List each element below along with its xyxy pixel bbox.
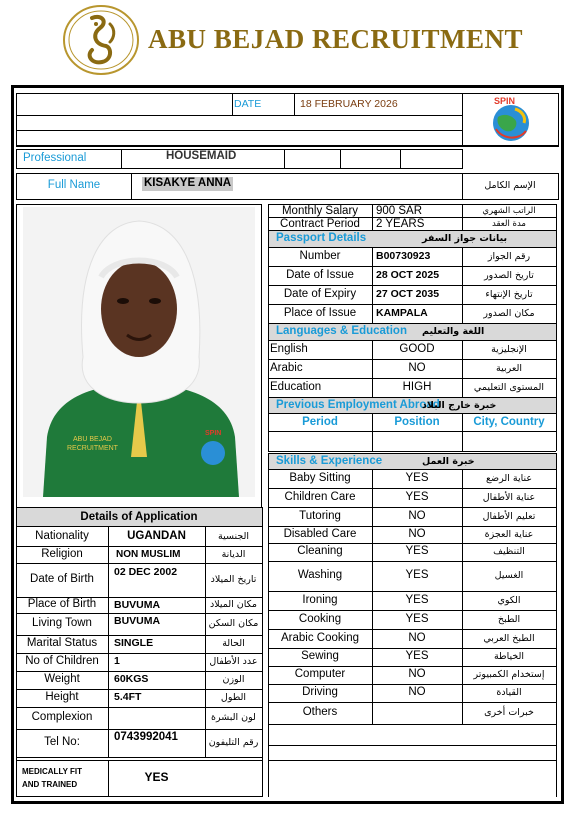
- medical-value: YES: [144, 770, 169, 784]
- application-label: Living Town: [32, 617, 92, 629]
- language-row-label: English: [270, 343, 308, 355]
- application-label: Place of Birth: [27, 598, 97, 610]
- skill-label: Cleaning: [297, 545, 343, 557]
- skill-value: YES: [405, 491, 429, 503]
- grid-line: [268, 745, 556, 746]
- grid-line: [268, 760, 556, 761]
- language-row-value: NO: [408, 362, 426, 374]
- employment-col-period: Period: [302, 416, 338, 428]
- fullname-label: Full Name: [47, 179, 101, 191]
- passport-row-ar: تاريخ الصدور: [484, 270, 534, 281]
- grid-line: [268, 323, 556, 324]
- employment-title-ar: خبرة خارج البلاد: [422, 400, 497, 411]
- skill-label: Baby Sitting: [289, 472, 351, 484]
- application-label: Religion: [41, 548, 83, 560]
- grid-line: [268, 397, 556, 398]
- application-ar: مكان السكن: [208, 618, 259, 629]
- application-value: 1: [114, 655, 120, 667]
- skill-ar: عناية العجزة: [484, 529, 534, 540]
- passport-row-value: KAMPALA: [376, 307, 428, 319]
- language-row-ar: الإنجليزية: [491, 344, 527, 355]
- grid-line: [268, 648, 556, 649]
- language-row-ar: العربية: [496, 363, 522, 374]
- grid-line: [16, 796, 262, 797]
- passport-row-ar: رقم الجواز: [487, 251, 531, 262]
- grid-line: [16, 168, 462, 169]
- skill-ar: تعليم الأطفال: [482, 511, 536, 522]
- skill-value: NO: [408, 528, 426, 540]
- passport-row-ar: تاريخ الإنتهاء: [485, 289, 533, 300]
- grid-line: [556, 397, 557, 413]
- application-label: Date of Birth: [30, 573, 94, 585]
- skill-value: YES: [405, 569, 429, 581]
- application-value: BUVUMA: [114, 599, 161, 611]
- language-row-ar: المستوى التعليمي: [473, 382, 545, 393]
- application-ar: تاريخ الميلاد: [210, 574, 257, 585]
- fullname-ar: الإسم الكامل: [484, 180, 536, 191]
- application-label: Weight: [44, 673, 80, 685]
- grid-line: [372, 204, 373, 230]
- shirt-text-1: ABU BEJAD: [73, 436, 112, 443]
- grid-line: [262, 757, 263, 797]
- date-label: DATE: [234, 98, 262, 110]
- grid-line: [340, 149, 341, 169]
- grid-line: [205, 527, 206, 757]
- grid-line: [268, 323, 269, 340]
- languages-title: Languages & Education: [276, 325, 407, 337]
- grid-line: [268, 359, 556, 360]
- grid-line: [16, 199, 559, 200]
- skill-ar: عناية الأطفال: [482, 492, 536, 503]
- grid-line: [16, 115, 462, 116]
- shirt-text-2: RECRUITMENT: [67, 445, 118, 452]
- shirt-text-3: SPIN: [205, 430, 222, 437]
- professional-value: HOUSEMAID: [166, 150, 237, 162]
- passport-row-value: 28 OCT 2025: [376, 269, 440, 281]
- grid-line: [268, 451, 556, 452]
- grid-line: [294, 93, 295, 116]
- grid-line: [268, 266, 556, 267]
- salary-label: Monthly Salary: [281, 205, 359, 217]
- grid-line: [556, 323, 557, 340]
- skill-label: Others: [302, 706, 338, 718]
- grid-line: [262, 507, 263, 757]
- skill-label: Tutoring: [299, 510, 341, 522]
- grid-line: [16, 204, 262, 205]
- skill-label: Disabled Care: [283, 528, 357, 540]
- grid-line: [556, 413, 557, 451]
- fullname-value: KISAKYE ANNA: [144, 177, 232, 189]
- grid-line: [284, 149, 285, 169]
- grid-line: [268, 285, 556, 286]
- grid-line: [268, 453, 556, 454]
- grid-line: [16, 507, 17, 757]
- grid-line: [372, 247, 373, 323]
- application-label: Tel No:: [44, 736, 80, 748]
- grid-line: [268, 340, 269, 397]
- grid-line: [268, 684, 556, 685]
- professional-label: Professional: [23, 152, 87, 164]
- application-value: UGANDAN: [127, 530, 186, 542]
- grid-line: [268, 610, 556, 611]
- grid-line: [462, 340, 463, 397]
- grid-line: [462, 247, 463, 323]
- svg-text:SPIN: SPIN: [494, 96, 516, 106]
- medical-line2: AND TRAINED: [22, 780, 78, 789]
- grid-line: [462, 204, 463, 230]
- salary-value: 2 YEARS: [376, 218, 425, 230]
- grid-line: [16, 149, 17, 169]
- grid-line: [16, 653, 262, 654]
- application-value: 02 DEC 2002: [114, 566, 178, 578]
- grid-line: [268, 304, 556, 305]
- skills-title: Skills & Experience: [276, 455, 383, 467]
- grid-line: [268, 230, 556, 231]
- skill-value: YES: [405, 613, 429, 625]
- grid-line: [108, 527, 109, 757]
- language-row-label: Education: [270, 381, 322, 393]
- grid-line: [400, 149, 401, 169]
- grid-line: [232, 93, 233, 116]
- grid-line: [268, 204, 269, 230]
- grid-line: [16, 635, 262, 636]
- grid-line: [268, 561, 556, 562]
- employment-col-city: City, Country: [473, 416, 545, 428]
- grid-line: [268, 378, 556, 379]
- company-title: ABU BEJAD RECRUITMENT: [148, 24, 524, 54]
- grid-line: [16, 204, 17, 507]
- passport-row-value: B00730923: [376, 250, 431, 262]
- grid-line: [16, 546, 262, 547]
- skill-value: YES: [405, 545, 429, 557]
- salary-ar: مدة العقد: [492, 219, 526, 229]
- skill-label: Driving: [302, 686, 338, 698]
- language-row-label: Arabic: [270, 362, 303, 374]
- grid-line: [16, 707, 262, 708]
- application-value: NON MUSLIM: [116, 549, 181, 560]
- skill-label: Computer: [294, 668, 346, 680]
- passport-row-label: Date of Issue: [286, 269, 354, 281]
- grid-line: [268, 431, 556, 432]
- grid-line: [268, 340, 556, 341]
- grid-line: [268, 413, 269, 451]
- grid-line: [16, 757, 17, 797]
- skill-label: Ironing: [302, 594, 338, 606]
- language-row-value: HIGH: [402, 381, 432, 393]
- grid-line: [16, 526, 262, 527]
- date-value: 18 FEBRUARY 2026: [300, 98, 398, 110]
- passport-title-ar: بيانات جواز السفر: [422, 233, 508, 244]
- application-ar: مكان الميلاد: [209, 599, 258, 610]
- employment-title: Previous Employment Abroad: [276, 399, 440, 411]
- grid-line: [16, 757, 262, 758]
- grid-line: [16, 689, 262, 690]
- grid-line: [16, 760, 262, 761]
- skill-ar: خبرات أخرى: [484, 707, 534, 718]
- grid-line: [268, 413, 556, 414]
- grid-line: [268, 453, 269, 469]
- grid-line: [268, 469, 556, 470]
- grid-line: [558, 173, 559, 200]
- grid-line: [268, 724, 269, 797]
- salary-ar: الراتب الشهري: [482, 206, 536, 216]
- grid-line: [268, 724, 556, 725]
- grid-line: [131, 173, 132, 200]
- candidate-photo: [23, 207, 255, 497]
- application-value: 0743992041: [114, 731, 178, 743]
- grid-line: [268, 702, 556, 703]
- grid-line: [556, 230, 557, 247]
- grid-line: [462, 469, 463, 724]
- application-label: No of Children: [25, 655, 99, 667]
- grid-line: [372, 413, 373, 451]
- grid-line: [16, 563, 262, 564]
- grid-line: [556, 724, 557, 797]
- grid-line: [372, 340, 373, 397]
- skill-ar: القيادة: [496, 687, 522, 698]
- skill-value: NO: [408, 632, 426, 644]
- grid-line: [268, 543, 556, 544]
- grid-line: [16, 613, 262, 614]
- grid-line: [16, 130, 462, 131]
- skill-ar: الكوي: [497, 595, 521, 606]
- passport-row-value: 27 OCT 2035: [376, 288, 440, 300]
- grid-line: [108, 760, 109, 797]
- skill-ar: الغسيل: [494, 570, 524, 581]
- grid-line: [16, 729, 262, 730]
- grid-line: [556, 247, 557, 323]
- grid-line: [462, 93, 463, 146]
- passport-row-ar: مكان الصدور: [483, 308, 535, 319]
- grid-line: [268, 591, 556, 592]
- application-ar: الديانة: [221, 549, 246, 560]
- grid-line: [121, 149, 122, 169]
- grid-line: [558, 93, 559, 146]
- language-row-value: GOOD: [399, 343, 435, 355]
- grid-line: [462, 149, 463, 169]
- skill-ar: الطبخ: [497, 614, 521, 625]
- grid-line: [268, 397, 269, 413]
- application-ar: رقم التليفون: [208, 737, 259, 748]
- salary-value: 900 SAR: [376, 205, 423, 217]
- grid-line: [268, 247, 269, 323]
- skill-label: Cooking: [298, 613, 342, 625]
- grid-line: [462, 413, 463, 451]
- passport-row-label: Date of Expiry: [283, 288, 357, 300]
- grid-line: [268, 469, 269, 724]
- skill-ar: عناية الرضع: [485, 473, 533, 484]
- skill-value: YES: [405, 472, 429, 484]
- application-label: Nationality: [35, 530, 89, 542]
- medical-line1: MEDICALLY FIT: [22, 767, 83, 776]
- languages-title-ar: اللغة والتعليم: [422, 326, 485, 337]
- application-value: 60KGS: [114, 673, 149, 685]
- application-value: SINGLE: [114, 637, 154, 649]
- grid-line: [16, 671, 262, 672]
- skill-ar: الطبخ العربي: [483, 633, 535, 644]
- employment-col-position: Position: [394, 416, 440, 428]
- skill-label: Washing: [297, 569, 343, 581]
- passport-title: Passport Details: [276, 232, 367, 244]
- grid-line: [268, 488, 556, 489]
- grid-line: [556, 469, 557, 724]
- grid-line: [268, 666, 556, 667]
- grid-line: [372, 469, 373, 724]
- grid-line: [268, 526, 556, 527]
- application-label: Marital Status: [26, 637, 98, 649]
- salary-label: Contract Period: [280, 218, 360, 230]
- passport-row-label: Number: [299, 250, 341, 262]
- application-label: Height: [45, 691, 79, 703]
- skill-value: YES: [405, 650, 429, 662]
- application-ar: الوزن: [222, 674, 245, 685]
- skill-value: NO: [408, 686, 426, 698]
- grid-line: [268, 629, 556, 630]
- application-value: BUVUMA: [114, 615, 161, 627]
- grid-line: [556, 453, 557, 469]
- application-title: Details of Application: [80, 511, 198, 523]
- skill-label: Children Care: [284, 491, 356, 503]
- grid-line: [16, 93, 559, 94]
- grid-line: [268, 230, 269, 247]
- spin-logo-icon: [482, 95, 540, 145]
- skill-value: NO: [408, 668, 426, 680]
- skill-label: Sewing: [301, 650, 339, 662]
- application-ar: الطول: [220, 692, 247, 703]
- grid-line: [16, 173, 559, 174]
- grid-line: [268, 247, 556, 248]
- grid-line: [556, 204, 557, 230]
- application-ar: عدد الأطفال: [209, 656, 258, 667]
- skill-value: YES: [405, 594, 429, 606]
- application-ar: الجنسية: [218, 531, 249, 542]
- grid-line: [556, 340, 557, 397]
- skills-title-ar: خبرة العمل: [422, 456, 475, 467]
- skill-ar: إستخدام الكمبيوتر: [473, 669, 545, 680]
- skill-ar: الخياطة: [493, 651, 525, 662]
- skill-value: NO: [408, 510, 426, 522]
- application-ar: الحالة: [222, 638, 245, 649]
- grid-line: [261, 204, 262, 507]
- grid-line: [16, 146, 559, 147]
- application-ar: لون البشرة: [211, 712, 256, 723]
- application-label: Complexion: [31, 711, 93, 723]
- grid-line: [268, 507, 556, 508]
- skill-ar: التنظيف: [493, 546, 525, 557]
- grid-line: [16, 149, 462, 150]
- grid-line: [16, 93, 17, 146]
- application-value: 5.4FT: [114, 691, 142, 703]
- skill-label: Arabic Cooking: [281, 632, 359, 644]
- abu-bejad-calligraphy-logo-icon: [62, 4, 140, 76]
- passport-row-label: Place of Issue: [283, 307, 357, 319]
